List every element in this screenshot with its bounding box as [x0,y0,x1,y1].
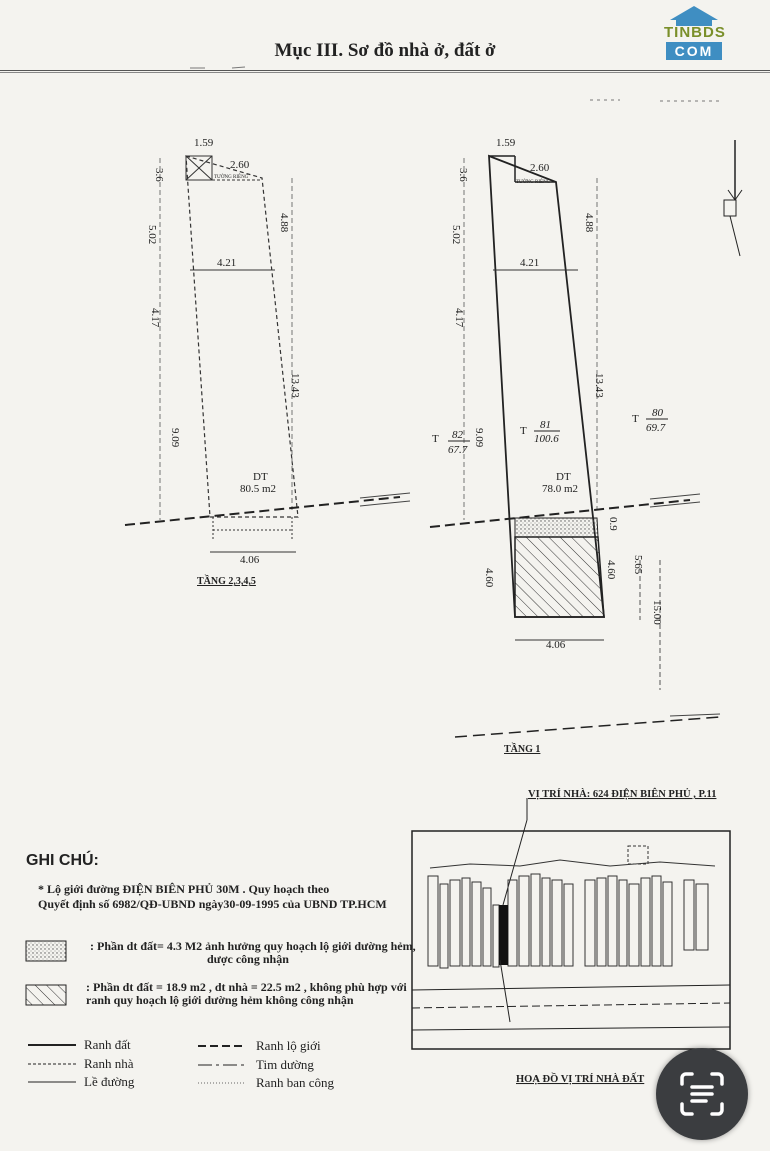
left-dim-7: 13.43 [289,373,301,398]
right-dim-3: 5.02 [450,225,462,245]
scan-noise [190,67,720,101]
right-dim-13: 15.00 [651,600,663,625]
legend-left-2: Lề đường [84,1074,135,1089]
hatched-area-dotted [515,518,598,537]
right-dim-4: 4.88 [583,213,595,233]
page-title: Mục III. Sơ đồ nhà ở, đất ở [274,40,496,61]
right-dim-7: 13.43 [593,373,605,398]
left-plan-caption: TẦNG 2,3,4,5 [197,576,256,587]
legend-swatch-dotted [26,941,66,961]
location-caption: HOẠ ĐỒ VỊ TRÍ NHÀ ĐẤT [516,1074,645,1085]
location-title: VỊ TRÍ NHÀ: 624 ĐIỆN BIÊN PHỦ , P.11 [528,789,717,800]
note-line-2: Quyết định số 6982/QĐ-UBND ngày30-09-1995 của UBND TP.HCM [38,897,387,911]
left-area-label: DT [253,471,268,483]
right-dim-1: 2.60 [530,162,550,174]
location-map [412,798,730,1049]
left-dim-2: 3.6 [153,168,165,182]
legend-swatch-hatched [26,985,66,1005]
left-boundary-line [125,497,400,525]
right-dim-10: 5.65 [632,555,644,575]
neighbor-1-num: 81 [540,419,551,431]
right-dim-14: 4.06 [546,639,566,651]
right-wall-label: TƯỜNG RIÊNG [516,180,551,185]
scan-document-button[interactable] [656,1048,748,1140]
notes-heading: GHI CHÚ: [26,852,99,869]
note-line-1: * Lộ giới đường ĐIỆN BIÊN PHỦ 30M . Quy hoạch theo [38,882,330,896]
document-scan-icon [678,1070,726,1118]
left-dim-0: 1.59 [194,137,214,149]
neighbor-2-num: 80 [652,407,663,419]
neighbor-1-t: T [520,425,527,437]
neighbor-0-t: T [432,433,439,445]
right-dim-5: 4.21 [520,257,540,269]
logo-text-top: TINBDS [664,24,726,41]
left-house-outline [186,156,298,517]
neighbor-1-val: 100.6 [534,433,559,445]
house-location-marker [499,905,508,965]
left-dim-6: 4.17 [149,308,161,328]
left-dim-9: 4.06 [240,554,260,566]
right-dim-6: 4.17 [453,308,465,328]
legend-right-0: Ranh lộ giới [256,1038,321,1053]
right-dim-2: 3.6 [457,168,469,182]
right-plan-caption: TẦNG 1 [504,744,541,755]
neighbor-2-t: T [632,413,639,425]
right-dim-11: 4.60 [483,568,495,588]
left-dim-1: 2.60 [230,159,250,171]
hatched-area-diagonal [515,537,604,617]
right-area-value: 78.0 m2 [542,483,579,495]
note-item2-b: ranh quy hoạch lộ giới dường hẻm không công nhận [86,993,354,1007]
right-dim-8: 9.09 [473,428,485,448]
neighbor-0-num: 82 [452,429,463,441]
note-item1-a: : Phần dt đất= 4.3 M2 ảnh hưởng quy hoạch lộ giới dường hẻm, [90,939,416,953]
left-dim-4: 4.88 [278,213,290,233]
left-wall-label: TƯỜNG RIÊNG [214,175,249,180]
legend-left-1: Ranh nhà [84,1056,134,1071]
logo-text-bottom: COM [666,42,722,60]
right-dim-9: 0.9 [607,517,619,531]
note-item1-b: dược công nhận [207,952,289,966]
left-dim-5: 4.21 [217,257,237,269]
neighbor-0-val: 67.7 [448,444,468,456]
legend-left-0: Ranh đất [84,1037,131,1052]
left-dim-3: 5.02 [146,225,158,245]
note-item2-a: : Phần dt đất = 18.9 m2 , dt nhà = 22.5 m2 , không phù hợp với [86,980,407,994]
left-dim-8: 9.09 [169,428,181,448]
left-area-value: 80.5 m2 [240,483,277,495]
right-area-label: DT [556,471,571,483]
neighbor-2-val: 69.7 [646,422,666,434]
legend-right-2: Ranh ban công [256,1075,334,1090]
right-dim-12: 4.60 [605,560,617,580]
right-dim-0: 1.59 [496,137,516,149]
legend-right-1: Tim dường [256,1057,314,1072]
